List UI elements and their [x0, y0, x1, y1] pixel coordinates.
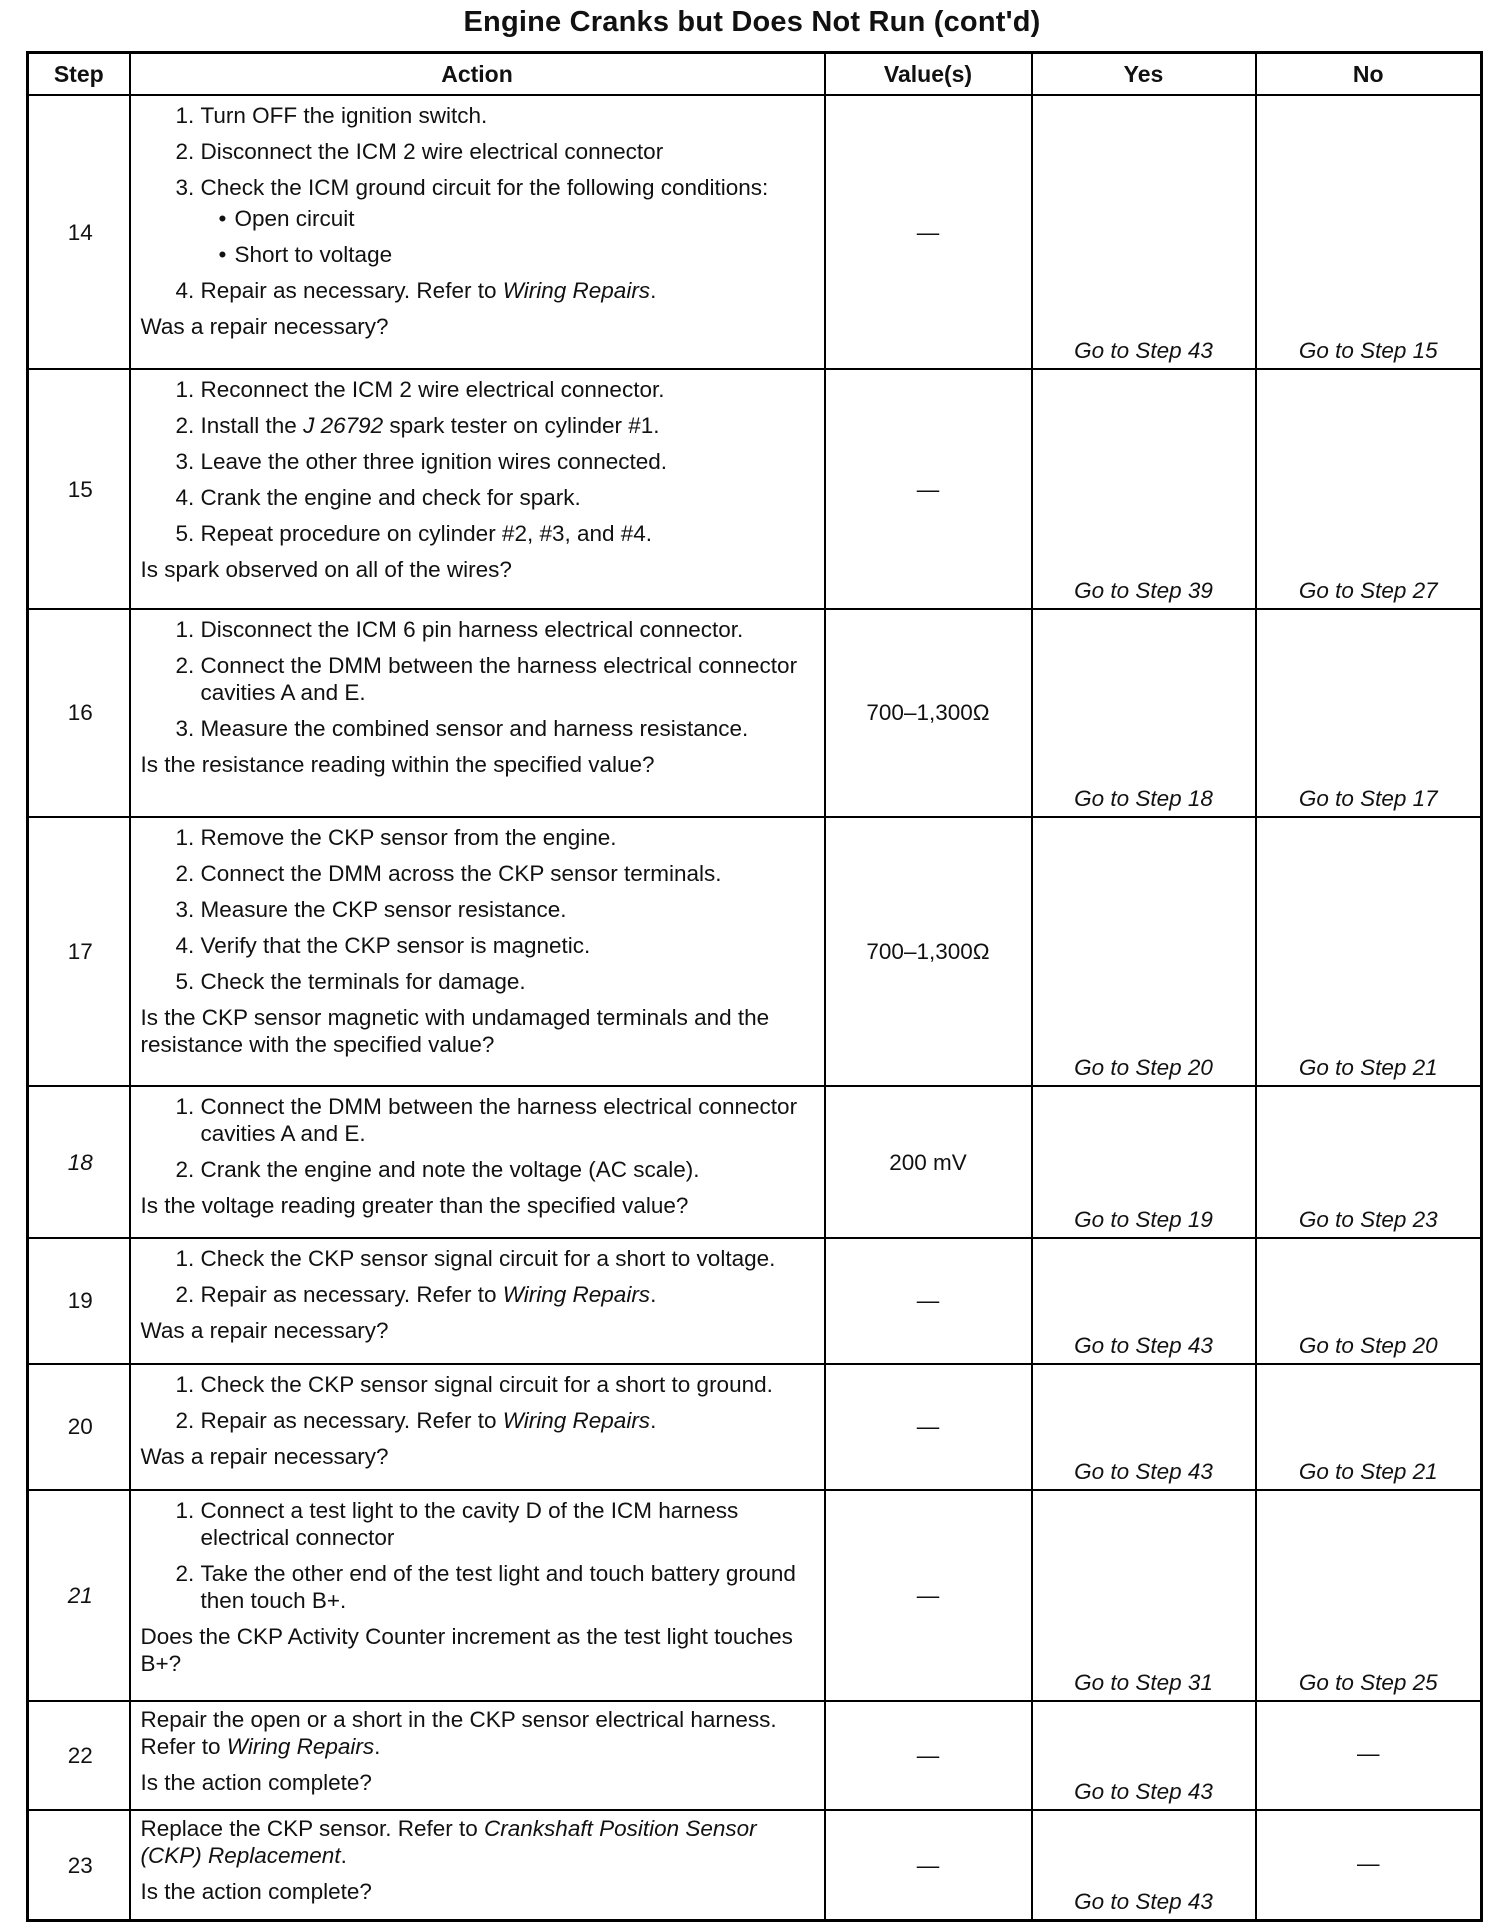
value-cell: —: [825, 1490, 1032, 1701]
action-paragraph: Replace the CKP sensor. Refer to Crankshaft Position Sensor (CKP) Replacement.: [140, 1816, 757, 1869]
step-number: 22: [28, 1701, 130, 1811]
table-row: [28, 1810, 1482, 1920]
action-step: 1. Turn OFF the ignition switch.: [201, 102, 814, 129]
action-cell: [130, 1238, 825, 1364]
value-cell: 200 mV: [825, 1086, 1032, 1237]
reference-link: Crankshaft Position Sensor (CKP) Replacement: [140, 1816, 757, 1869]
step-number: 14: [28, 95, 130, 369]
action-question: Is the CKP sensor magnetic with undamaged terminals and the resistance with the specified value?: [140, 1004, 770, 1057]
action-question: Was a repair necessary?: [140, 1317, 389, 1343]
header-yes: Yes: [1032, 53, 1256, 96]
action-question: Is the resistance reading within the specified value?: [140, 752, 655, 778]
action-step: 4. Crank the engine and check for spark.: [201, 484, 814, 511]
table-row: [28, 1701, 1482, 1811]
page-title: Engine Cranks but Does Not Run (cont'd): [463, 6, 1041, 38]
reference-link: J 26792: [303, 413, 384, 439]
step-number: 20: [28, 1364, 130, 1490]
yes-cell: Go to Step 31: [1032, 1490, 1256, 1701]
action-question: Is spark observed on all of the wires?: [140, 557, 512, 583]
action-question: Does the CKP Activity Counter increment as the test light touches B+?: [140, 1623, 793, 1676]
no-cell: —: [1256, 1810, 1482, 1920]
action-paragraph: Repair the open or a short in the CKP sensor electrical harness. Refer to Wiring Repairs.: [140, 1706, 777, 1759]
value-cell: 700–1,300Ω: [825, 609, 1032, 816]
action-step: 3. Measure the combined sensor and harness resistance.: [201, 715, 814, 742]
action-step: 2. Install the J 26792 spark tester on cylinder #1.: [201, 412, 814, 439]
action-step: 3. Measure the CKP sensor resistance.: [201, 896, 814, 923]
yes-cell: Go to Step 39: [1032, 369, 1256, 609]
no-cell: Go to Step 20: [1256, 1238, 1482, 1364]
action-cell: [130, 1701, 825, 1811]
reference-link: Wiring Repairs: [502, 1407, 651, 1433]
action-step: 1. Reconnect the ICM 2 wire electrical connector.: [201, 376, 814, 403]
value-cell: —: [825, 1701, 1032, 1811]
condition-item: • Short to voltage: [235, 241, 814, 268]
value-cell: 700–1,300Ω: [825, 817, 1032, 1087]
action-step: 1. Check the CKP sensor signal circuit for a short to voltage.: [201, 1245, 814, 1272]
action-step: 1. Connect a test light to the cavity D of the ICM harness electrical connector: [201, 1497, 814, 1551]
diagnostic-table: [26, 51, 1483, 1922]
action-cell: [130, 369, 825, 609]
action-steps-list: [141, 376, 814, 547]
header-no: No: [1256, 53, 1482, 96]
action-step: 1. Remove the CKP sensor from the engine.: [201, 824, 814, 851]
action-steps-list: [141, 616, 814, 742]
action-steps-list: [141, 824, 814, 995]
action-steps-list: [141, 1093, 814, 1183]
action-step: 2. Crank the engine and note the voltage (AC scale).: [201, 1156, 814, 1183]
step-number: 17: [28, 817, 130, 1087]
condition-list: [201, 205, 814, 268]
condition-item: • Open circuit: [235, 205, 814, 232]
action-step: 2. Take the other end of the test light and touch battery ground then touch B+.: [201, 1560, 814, 1614]
action-step: 2. Disconnect the ICM 2 wire electrical connector: [201, 138, 814, 165]
action-step: 4. Repair as necessary. Refer to Wiring Repairs.: [201, 277, 814, 304]
step-number: 15: [28, 369, 130, 609]
table-row: [28, 609, 1482, 816]
yes-cell: Go to Step 43: [1032, 1810, 1256, 1920]
action-step: 3. Leave the other three ignition wires connected.: [201, 448, 814, 475]
action-question: Is the action complete?: [140, 1769, 372, 1795]
yes-cell: Go to Step 18: [1032, 609, 1256, 816]
table-row: [28, 95, 1482, 369]
action-step: 4. Verify that the CKP sensor is magnetic.: [201, 932, 814, 959]
yes-cell: Go to Step 43: [1032, 1238, 1256, 1364]
action-cell: [130, 1810, 825, 1920]
action-steps-list: [141, 1245, 814, 1308]
step-number: 21: [28, 1490, 130, 1701]
no-cell: —: [1256, 1701, 1482, 1811]
value-cell: —: [825, 369, 1032, 609]
no-cell: Go to Step 21: [1256, 817, 1482, 1087]
step-number: 18: [28, 1086, 130, 1237]
action-step: 2. Connect the DMM across the CKP sensor terminals.: [201, 860, 814, 887]
yes-cell: Go to Step 43: [1032, 1701, 1256, 1811]
action-cell: [130, 609, 825, 816]
no-cell: Go to Step 17: [1256, 609, 1482, 816]
action-cell: [130, 1490, 825, 1701]
reference-link: Wiring Repairs: [502, 278, 651, 303]
action-question: Is the action complete?: [140, 1879, 372, 1905]
value-cell: —: [825, 1364, 1032, 1490]
yes-cell: Go to Step 43: [1032, 95, 1256, 369]
header-action: Action: [130, 53, 825, 96]
step-number: 16: [28, 609, 130, 816]
action-question: Was a repair necessary?: [140, 1443, 389, 1469]
table-row: [28, 1086, 1482, 1237]
table-row: [28, 369, 1482, 609]
table-row: [28, 1490, 1482, 1701]
action-step: 3. Check the ICM ground circuit for the following conditions: • Open circuit • Short to voltage: [201, 174, 814, 268]
action-steps-list: [141, 1371, 814, 1434]
no-cell: Go to Step 15: [1256, 95, 1482, 369]
action-step: 2. Connect the DMM between the harness electrical connector cavities A and E.: [201, 652, 814, 706]
value-cell: —: [825, 1238, 1032, 1364]
action-cell: [130, 95, 825, 369]
action-step: 2. Repair as necessary. Refer to Wiring Repairs.: [201, 1281, 814, 1308]
header-step: Step: [28, 53, 130, 96]
no-cell: Go to Step 25: [1256, 1490, 1482, 1701]
action-step: 5. Check the terminals for damage.: [201, 968, 814, 995]
value-cell: —: [825, 95, 1032, 369]
value-cell: —: [825, 1810, 1032, 1920]
table-row: [28, 817, 1482, 1087]
table-row: [28, 1364, 1482, 1490]
action-question: Is the voltage reading greater than the specified value?: [140, 1193, 689, 1219]
header-row: [28, 53, 1482, 96]
action-step: 2. Repair as necessary. Refer to Wiring Repairs.: [201, 1407, 814, 1434]
step-number: 19: [28, 1238, 130, 1364]
reference-link: Wiring Repairs: [502, 1281, 651, 1307]
yes-cell: Go to Step 20: [1032, 817, 1256, 1087]
yes-cell: Go to Step 43: [1032, 1364, 1256, 1490]
step-number: 23: [28, 1810, 130, 1920]
action-cell: [130, 1364, 825, 1490]
reference-link: Wiring Repairs: [226, 1733, 375, 1759]
action-steps-list: [141, 102, 814, 304]
action-step: 1. Check the CKP sensor signal circuit for a short to ground.: [201, 1371, 814, 1398]
no-cell: Go to Step 27: [1256, 369, 1482, 609]
action-step: 5. Repeat procedure on cylinder #2, #3, and #4.: [201, 520, 814, 547]
action-steps-list: [141, 1497, 814, 1614]
action-cell: [130, 817, 825, 1087]
action-step: 1. Connect the DMM between the harness electrical connector cavities A and E.: [201, 1093, 814, 1147]
yes-cell: Go to Step 19: [1032, 1086, 1256, 1237]
header-values: Value(s): [825, 53, 1032, 96]
table-row: [28, 1238, 1482, 1364]
no-cell: Go to Step 23: [1256, 1086, 1482, 1237]
action-step: 1. Disconnect the ICM 6 pin harness electrical connector.: [201, 616, 814, 643]
action-cell: [130, 1086, 825, 1237]
no-cell: Go to Step 21: [1256, 1364, 1482, 1490]
action-question: Was a repair necessary?: [140, 314, 389, 339]
